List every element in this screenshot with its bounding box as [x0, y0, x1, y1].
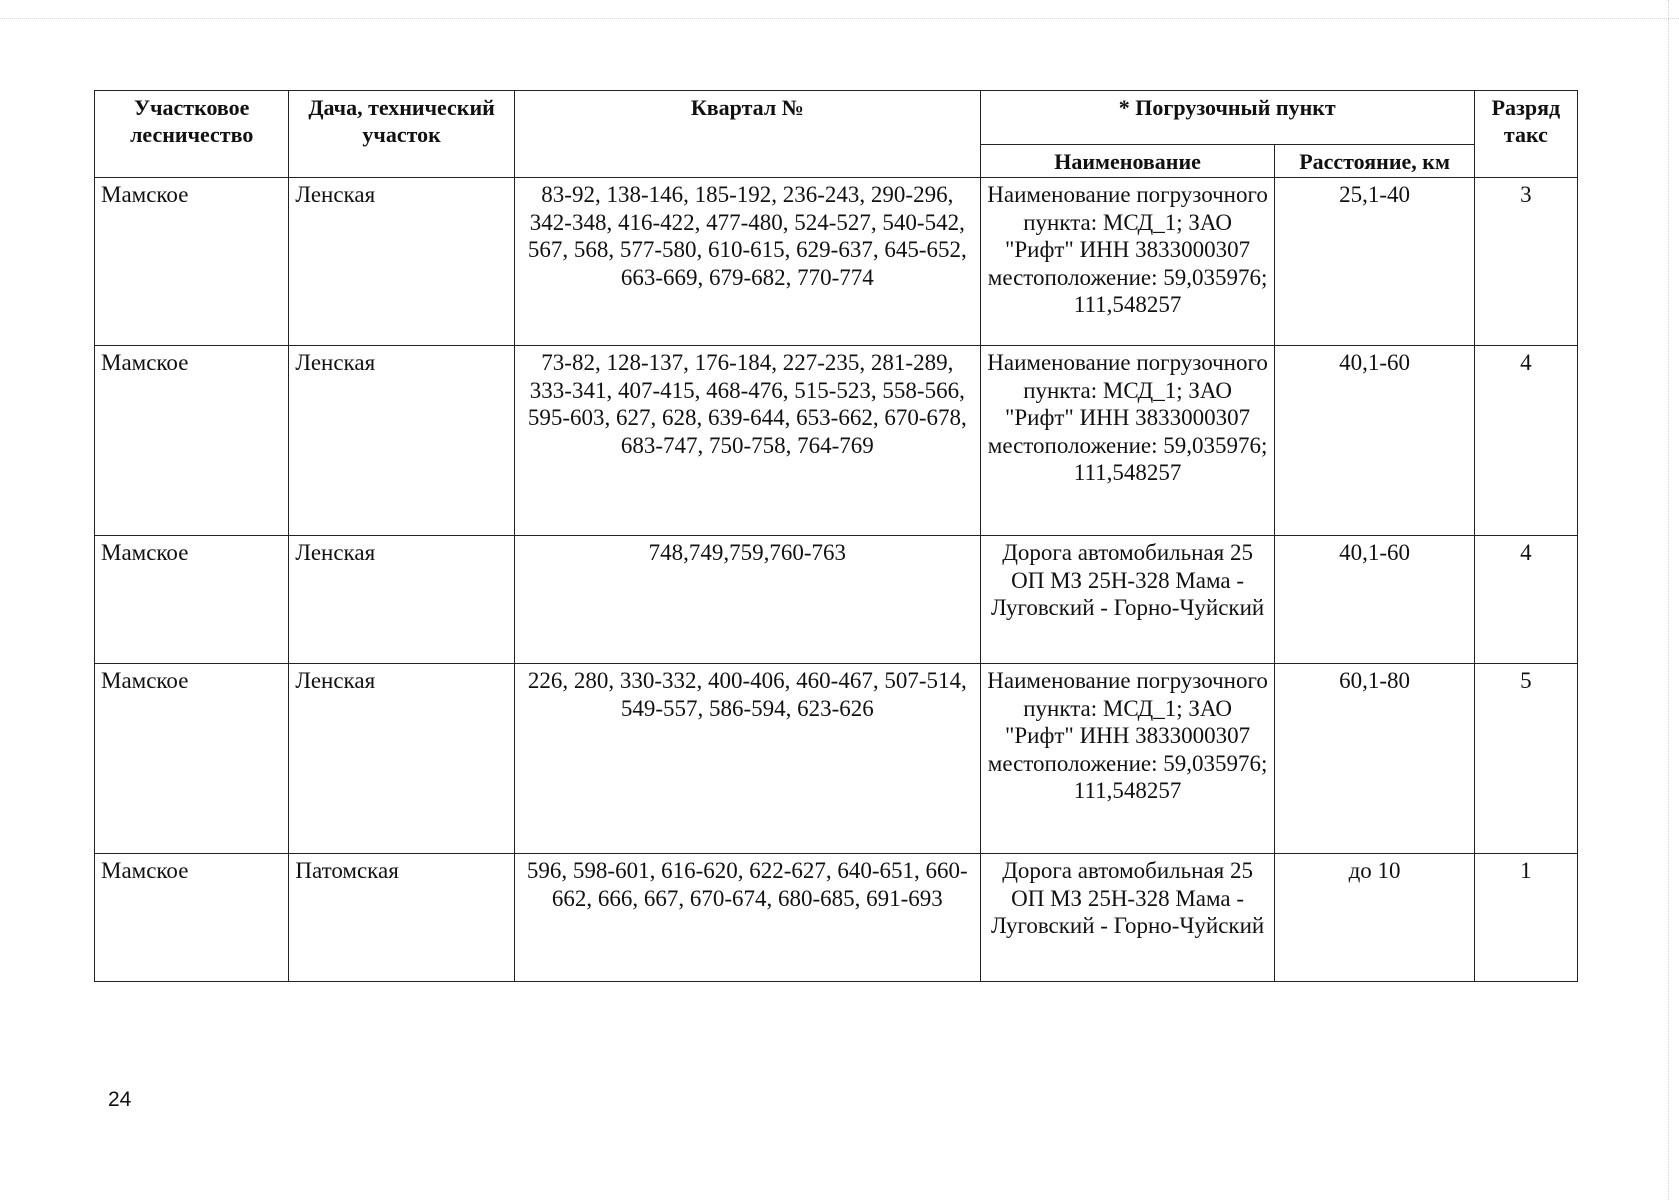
- table-row: [95, 536, 1578, 664]
- cell-point-name: Наименование погрузочного пункта: МСД_1; ЗАО "Рифт" ИНН 3833000307 местоположение: 59,035976; 111,548257: [980, 178, 1275, 346]
- cell-rank: 3: [1474, 178, 1577, 346]
- cell-kvartals: 83-92, 138-146, 185-192, 236-243, 290-296, 342-348, 416-422, 477-480, 524-527, 540-542, 567, 568, 577-580, 610-615, 629-637, 645-652, 663-669, 679-682, 770-774: [514, 178, 980, 346]
- header-loading-point: * Погрузочный пункт: [980, 91, 1474, 145]
- table-row: [95, 854, 1578, 982]
- cell-dacha: Патомская: [289, 854, 514, 982]
- cell-point-name: Дорога автомобильная 25 ОП МЗ 25Н-328 Мама - Луговский - Горно-Чуйский: [980, 536, 1275, 664]
- loading-points-table: [94, 90, 1578, 982]
- cell-dacha: Ленская: [289, 178, 514, 346]
- cell-forestry: Мамское: [95, 536, 289, 664]
- header-dacha: Дача, технический участок: [289, 91, 514, 178]
- page-number: 24: [108, 1088, 132, 1111]
- table-row: [95, 346, 1578, 536]
- cell-point-name: Дорога автомобильная 25 ОП МЗ 25Н-328 Мама - Луговский - Горно-Чуйский: [980, 854, 1275, 982]
- cell-dacha: Ленская: [289, 536, 514, 664]
- cell-point-name: Наименование погрузочного пункта: МСД_1; ЗАО "Рифт" ИНН 3833000307 местоположение: 59,035976; 111,548257: [980, 664, 1275, 854]
- cell-forestry: Мамское: [95, 178, 289, 346]
- header-tax-rank: Разряд такс: [1474, 91, 1577, 178]
- cell-rank: 4: [1474, 346, 1577, 536]
- cell-distance: 25,1-40: [1275, 178, 1474, 346]
- cell-dacha: Ленская: [289, 346, 514, 536]
- header-row-1: [95, 91, 1578, 145]
- header-kvartal: Квартал №: [514, 91, 980, 178]
- cell-kvartals: 596, 598-601, 616-620, 622-627, 640-651, 660-662, 666, 667, 670-674, 680-685, 691-693: [514, 854, 980, 982]
- cell-distance: 60,1-80: [1275, 664, 1474, 854]
- scan-right-edge: [1668, 0, 1679, 1200]
- cell-kvartals: 226, 280, 330-332, 400-406, 460-467, 507-514, 549-557, 586-594, 623-626: [514, 664, 980, 854]
- scan-top-edge: [0, 0, 1679, 19]
- cell-kvartals: 748,749,759,760-763: [514, 536, 980, 664]
- cell-rank: 5: [1474, 664, 1577, 854]
- header-name: Наименование: [980, 145, 1275, 178]
- header-forestry: Участковое лесничество: [95, 91, 289, 178]
- cell-rank: 1: [1474, 854, 1577, 982]
- table-row: [95, 178, 1578, 346]
- cell-forestry: Мамское: [95, 854, 289, 982]
- cell-distance: 40,1-60: [1275, 536, 1474, 664]
- cell-forestry: Мамское: [95, 664, 289, 854]
- cell-distance: до 10: [1275, 854, 1474, 982]
- cell-forestry: Мамское: [95, 346, 289, 536]
- header-distance: Расстояние, км: [1275, 145, 1474, 178]
- cell-dacha: Ленская: [289, 664, 514, 854]
- cell-rank: 4: [1474, 536, 1577, 664]
- cell-distance: 40,1-60: [1275, 346, 1474, 536]
- table-row: [95, 664, 1578, 854]
- cell-kvartals: 73-82, 128-137, 176-184, 227-235, 281-289, 333-341, 407-415, 468-476, 515-523, 558-566, 595-603, 627, 628, 639-644, 653-662, 670-678, 683-747, 750-758, 764-769: [514, 346, 980, 536]
- cell-point-name: Наименование погрузочного пункта: МСД_1; ЗАО "Рифт" ИНН 3833000307 местоположение: 59,035976; 111,548257: [980, 346, 1275, 536]
